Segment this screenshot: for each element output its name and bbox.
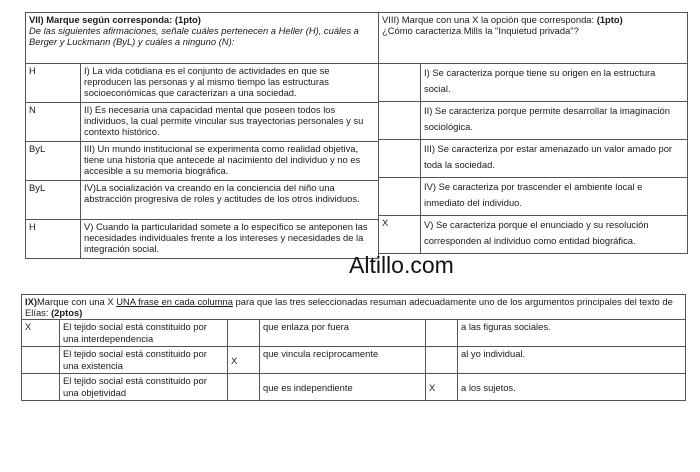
mark-col3[interactable] [426,320,458,347]
mark-cell[interactable] [379,140,421,178]
section7-instruction: De las siguientes afirmaciones, señale cuáles pertenecen a Heller (H), cuáles a Berger y Luckmann (ByL) y cuáles a ninguno (N): [29,25,359,48]
mark-col2[interactable] [228,374,260,401]
mark-cell[interactable] [379,102,421,140]
phrase-col1: El tejido social está constituido por una interdependencia [60,320,228,347]
phrase-col2: que enlaza por fuera [260,320,426,347]
mark-col3[interactable]: X [426,374,458,401]
section8-title: VIII) Marque con una X la opción que corresponda: [382,14,595,25]
section8-row [379,140,688,178]
section8-header [379,13,688,64]
answer-cell[interactable]: H [26,64,81,103]
section8-row [379,102,688,140]
answer-cell[interactable]: ByL [26,181,81,220]
mark-cell[interactable]: X [379,216,421,254]
statement-cell: II) Es necesaria una capacidad mental que poseen todos los individuos, la cual permite vincular sus trayectorias personales y su contexto histórico. [81,103,379,142]
section8-row [379,178,688,216]
statement-cell: V) Cuando la particularidad somete a lo específico se anteponen las necesidades individuales frente a los intereses y necesidades de la integración social. [81,220,379,259]
section9-title-underlined: UNA frase en cada columna [116,296,233,307]
section7-points: (1pto) [174,14,201,25]
mark-col2[interactable]: X [228,347,260,374]
mark-col1[interactable] [22,374,60,401]
section9-row [22,347,686,374]
statement-cell: III) Un mundo institucional se experimenta como realidad objetiva, tiene una historia que antecede al nacimiento del individuo y no es accesible a su memoria biográfica. [81,142,379,181]
section7-row [26,220,379,259]
section9-row [22,320,686,347]
section8-points: (1pto) [596,14,623,25]
mark-col1[interactable]: X [22,320,60,347]
answer-cell[interactable]: ByL [26,142,81,181]
section9-title-a: Marque con una X [36,296,117,307]
section8-question: ¿Cómo caracteriza Mills la "Inquietud privada"? [382,25,579,37]
section7-row [26,103,379,142]
option-cell: II) Se caracteriza porque permite desarrollar la imaginación sociológica. [421,102,688,140]
section9-header [22,295,686,320]
phrase-col2: que es independiente [260,374,426,401]
phrase-col3: a los sujetos. [458,374,686,401]
section9-row [22,374,686,401]
option-cell: I) Se caracteriza porque tiene su origen en la estructura social. [421,64,688,102]
section7-row [26,142,379,181]
section7-title: VII) Marque según corresponda: [29,14,173,25]
answer-cell[interactable]: H [26,220,81,259]
section9-table [21,294,686,401]
option-cell: III) Se caracteriza por estar amenazado un valor amado por toda la sociedad. [421,140,688,178]
section7-table [25,12,379,259]
watermark: Altillo.com [349,252,454,278]
mark-cell[interactable] [379,178,421,216]
phrase-col1: El tejido social está constituido por una objetividad [60,374,228,401]
section7-header [26,13,379,64]
statement-cell: IV)La socialización va creando en la conciencia del niño una abstracción progresiva de roles y actitudes de los otros individuos. [81,181,379,220]
mark-cell[interactable] [379,64,421,102]
answer-cell[interactable]: N [26,103,81,142]
phrase-col2: que vincula recíprocamente [260,347,426,374]
section9-points: (2ptos) [51,307,83,319]
section8-row [379,64,688,102]
phrase-col1: El tejido social está constituido por una existencia [60,347,228,374]
section9-title-prefix: IX) [25,296,37,307]
mark-col3[interactable] [426,347,458,374]
option-cell: V) Se caracteriza porque el enunciado y su resolución corresponden al individuo como entidad biográfica. [421,216,688,254]
section9-title-b: para que las tres seleccionadas resuman adecuadamente uno de los argumentos principales del texto de Elías: [25,296,673,319]
section8-table [378,12,688,254]
mark-col1[interactable] [22,347,60,374]
section8-row [379,216,688,254]
phrase-col3: a las figuras sociales. [458,320,686,347]
section7-row [26,181,379,220]
option-cell: IV) Se caracteriza por trascender el ambiente local e inmediato del individuo. [421,178,688,216]
section7-row [26,64,379,103]
mark-col2[interactable] [228,320,260,347]
phrase-col3: al yo individual. [458,347,686,374]
statement-cell: I) La vida cotidiana es el conjunto de actividades en que se reproducen las personas y al mismo tiempo las estructuras socioeconómicas que caracterizan a una sociedad. [81,64,379,103]
